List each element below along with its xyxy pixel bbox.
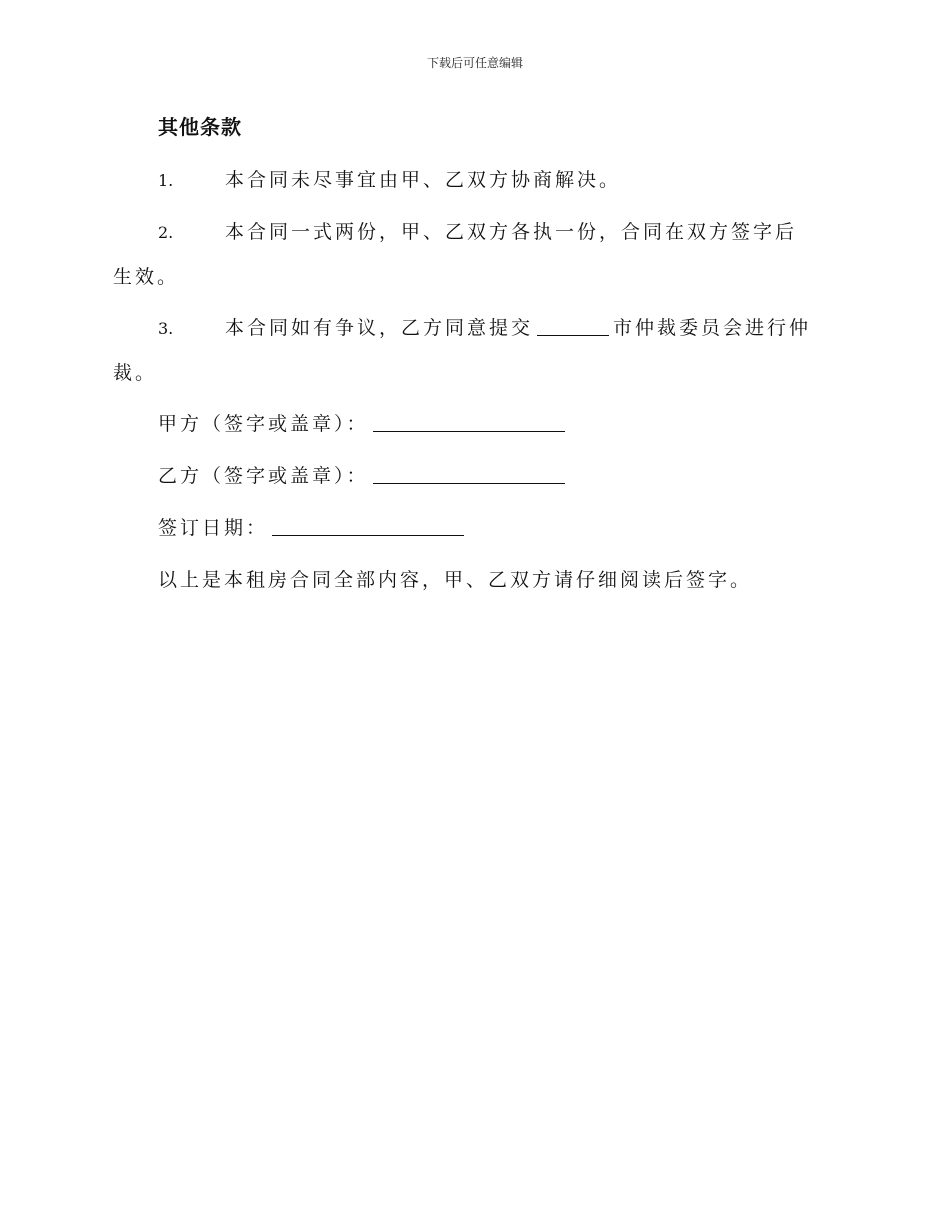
signing-date-line [158, 505, 813, 551]
party-a-signature-line [158, 401, 813, 447]
clause-text: 本合同未尽事宜由甲、乙双方协商解决。 [225, 169, 622, 191]
clause-number: 2. [158, 223, 174, 242]
header-note: 下载后可任意编辑 [426, 56, 523, 70]
clause-3 [113, 306, 813, 395]
signing-date-label: 签订日期： [158, 517, 269, 539]
party-b-label: 乙方（签字或盖章）： [158, 465, 369, 487]
closing-text: 以上是本租房合同全部内容，甲、乙双方请仔细阅读后签字。 [158, 569, 753, 591]
signing-date-blank[interactable] [272, 515, 464, 536]
clause-2 [113, 210, 813, 299]
clause-1 [113, 158, 813, 203]
clause-text: 本合同一式两份，甲、乙双方各执一份，合同在双方签字后生效。 [113, 221, 798, 288]
clause-number: 1. [158, 171, 174, 190]
party-b-signature-blank[interactable] [373, 463, 565, 484]
clause-text-before: 本合同如有争议，乙方同意提交 [225, 317, 534, 339]
clause-text-after: 市仲裁委员会进行仲裁。 [113, 317, 812, 384]
document-body [113, 112, 813, 603]
party-a-signature-blank[interactable] [373, 411, 565, 432]
clause-number: 3. [158, 319, 174, 338]
city-blank-field[interactable] [537, 315, 609, 336]
party-b-signature-line [158, 453, 813, 499]
party-a-label: 甲方（签字或盖章）： [158, 413, 369, 435]
section-title: 其他条款 [158, 115, 242, 139]
